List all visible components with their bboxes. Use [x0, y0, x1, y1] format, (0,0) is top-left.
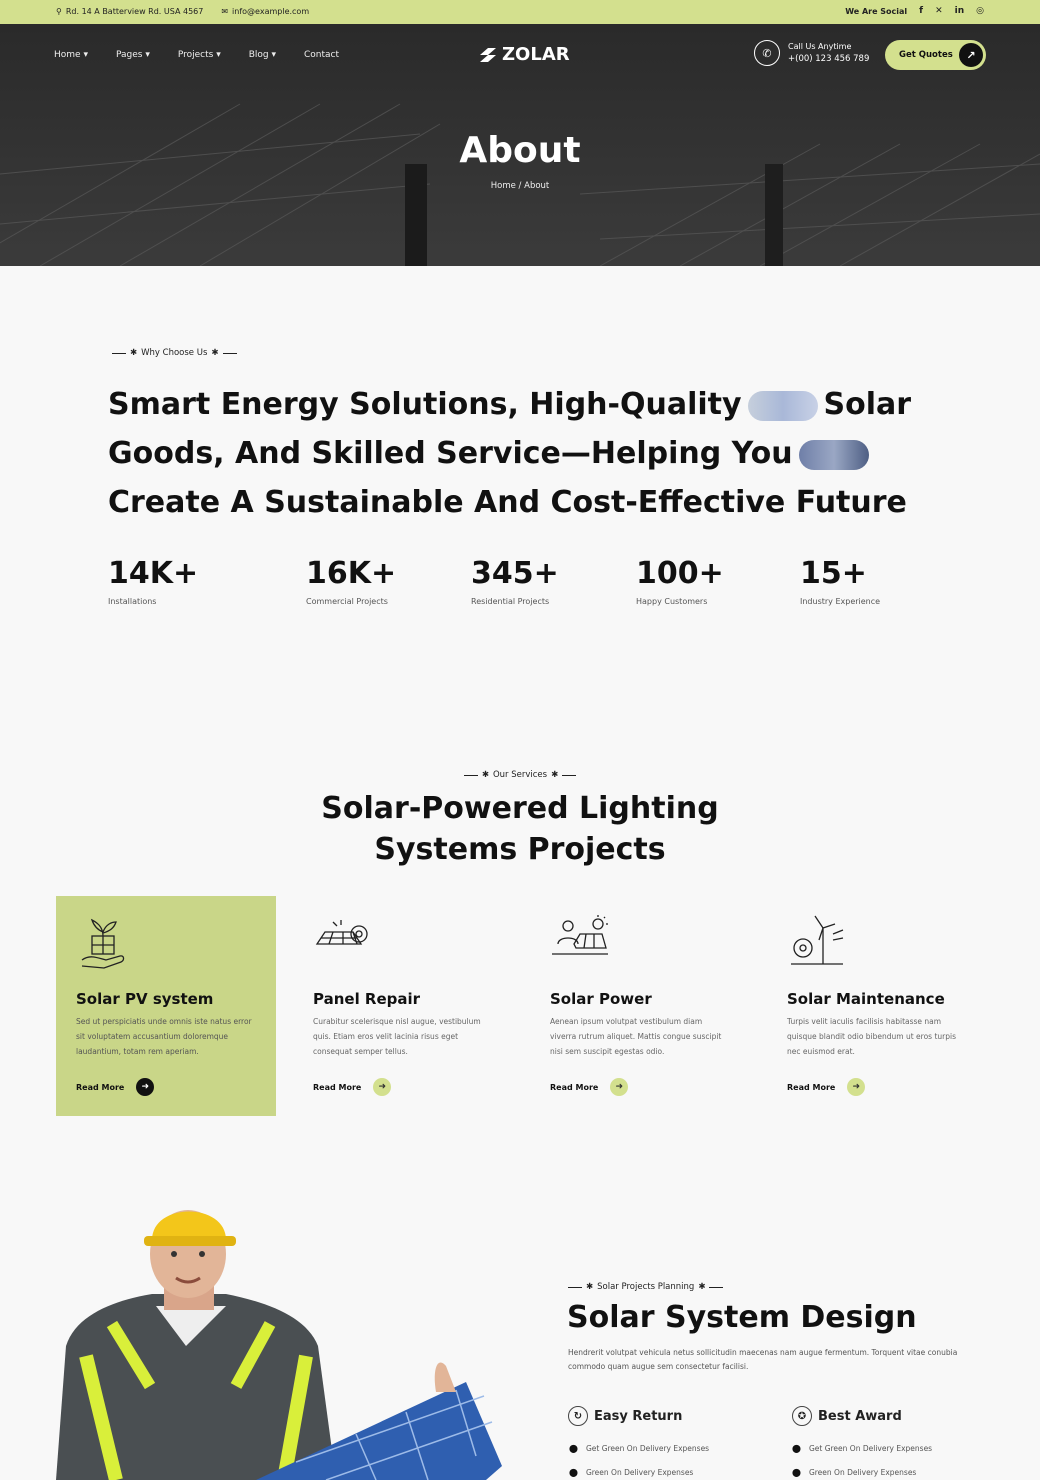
- service-card[interactable]: [767, 896, 987, 1116]
- bullet-icon: ⬤: [792, 1468, 801, 1477]
- panel-repair-icon: [313, 914, 373, 960]
- top-bar: [0, 0, 1040, 24]
- list-item: ⬤ Get Green On Delivery Expenses: [569, 1444, 710, 1453]
- phone-icon: ✆: [754, 40, 780, 66]
- site-logo[interactable]: ZOLAR: [478, 44, 570, 65]
- solar-maintenance-icon: [787, 914, 847, 966]
- read-more-link[interactable]: Read More ➜: [76, 1078, 154, 1096]
- logo-icon: [478, 46, 498, 64]
- stat-item: 14K+ Installations: [108, 556, 199, 606]
- arrow-right-icon: ➜: [610, 1078, 628, 1096]
- nav-contact[interactable]: Contact: [304, 50, 340, 60]
- stat-item: 345+ Residential Projects: [471, 556, 559, 606]
- main-nav: [0, 24, 1040, 88]
- list-item: ⬤ Green On Delivery Expenses: [569, 1468, 694, 1477]
- service-card[interactable]: [56, 896, 276, 1116]
- service-title: Solar PV system: [76, 990, 214, 1008]
- solar-pv-system-icon: [76, 914, 128, 972]
- why-choose-tag: ✱ Why Choose Us ✱: [112, 348, 237, 358]
- call-label: Call Us Anytime: [788, 42, 852, 51]
- location-pin-icon: ⚲: [56, 7, 62, 16]
- read-more-link[interactable]: Read More ➜: [313, 1078, 391, 1096]
- nav-blog[interactable]: Blog ▾: [248, 50, 277, 60]
- stat-item: 15+ Industry Experience: [800, 556, 881, 606]
- nav-projects[interactable]: Projects ▾: [177, 50, 221, 60]
- service-card[interactable]: [530, 896, 750, 1116]
- spark-icon: ✱: [586, 1282, 594, 1292]
- service-title: Solar Maintenance: [787, 990, 945, 1008]
- solar-thumb-image: [748, 391, 818, 421]
- x-icon[interactable]: ✕: [935, 6, 943, 16]
- call-number[interactable]: +(00) 123 456 789: [788, 54, 870, 64]
- service-title: Solar Power: [550, 990, 652, 1008]
- spark-icon: ✱: [211, 348, 219, 358]
- arrow-right-icon: ➜: [847, 1078, 865, 1096]
- service-desc: Turpis velit iaculis facilisis habitasse nam quisque blandit odio bibendum ut eros turpis nec euismod erat.: [787, 1017, 956, 1056]
- panel-thumb-image: [799, 440, 869, 470]
- spark-icon: ✱: [130, 348, 138, 358]
- bullet-icon: ⬤: [569, 1468, 578, 1477]
- service-desc: Curabitur scelerisque nisl augue, vestibulum quis. Etiam eros velit lacinia risus eget consequat semper tellus.: [313, 1017, 481, 1056]
- list-item: ⬤ Green On Delivery Expenses: [792, 1468, 917, 1477]
- feature-easy-return: ↻ Easy Return: [568, 1406, 682, 1426]
- worker-with-solar-panel-image: [56, 1196, 516, 1480]
- breadcrumb: Home / About: [490, 181, 550, 191]
- address-info: ⚲ Rd. 14 A Batterview Rd. USA 4567: [56, 7, 204, 16]
- arrow-right-icon: ➜: [373, 1078, 391, 1096]
- get-quotes-button[interactable]: Get Quotes ↗: [885, 40, 986, 70]
- page-title: About: [459, 130, 581, 171]
- bullet-icon: ⬤: [792, 1444, 801, 1453]
- design-heading: Solar System Design: [567, 1300, 917, 1335]
- arrow-up-right-icon: ↗: [959, 43, 983, 67]
- call-info[interactable]: [754, 40, 869, 66]
- award-icon: ✪: [792, 1406, 812, 1426]
- social-label: We Are Social: [845, 6, 908, 16]
- design-description: Hendrerit volutpat vehicula netus sollicitudin maecenas nam augue fermentum. Torquent vitae conubia commodo quam augue sem consectetur facilisi.: [568, 1348, 958, 1371]
- breadcrumb-current: About: [524, 181, 550, 191]
- facebook-icon[interactable]: f: [919, 6, 924, 16]
- service-desc: Sed ut perspiciatis unde omnis iste natus error sit voluptatem accusantium doloremque laudantium, totam rem aperiam.: [76, 1017, 252, 1056]
- service-card[interactable]: [293, 896, 513, 1116]
- nav-home[interactable]: Home ▾: [54, 50, 88, 60]
- mail-icon: ✉: [221, 7, 229, 16]
- instagram-icon[interactable]: ◎: [976, 6, 984, 16]
- solar-power-icon: [550, 914, 610, 960]
- services-heading: Solar-Powered Lighting Systems Projects: [321, 791, 719, 867]
- read-more-link[interactable]: Read More ➜: [550, 1078, 628, 1096]
- read-more-link[interactable]: Read More ➜: [787, 1078, 865, 1096]
- feature-best-award: ✪ Best Award: [792, 1406, 902, 1426]
- nav-pages[interactable]: Pages ▾: [115, 50, 150, 60]
- list-item: ⬤ Get Green On Delivery Expenses: [792, 1444, 933, 1453]
- why-heading: Smart Energy Solutions, High-Quality Solar Goods, And Skilled Service—Helping YouCreate A Sustainable And Cost-Effective Future: [108, 387, 912, 520]
- stat-item: 16K+ Commercial Projects: [306, 556, 397, 606]
- return-icon: ↻: [568, 1406, 588, 1426]
- hero-banner: [0, 24, 1040, 266]
- email-info[interactable]: ✉ info@example.com: [221, 7, 310, 16]
- service-title: Panel Repair: [313, 990, 421, 1008]
- breadcrumb-home[interactable]: Home: [490, 181, 516, 191]
- spark-icon: ✱: [481, 770, 489, 780]
- spark-icon: ✱: [551, 770, 559, 780]
- spark-icon: ✱: [698, 1282, 706, 1292]
- design-tag: ✱ Solar Projects Planning ✱: [568, 1282, 723, 1292]
- stat-item: 100+ Happy Customers: [636, 556, 724, 606]
- linkedin-icon[interactable]: in: [954, 6, 965, 16]
- services-tag: ✱ Our Services ✱: [0, 770, 1040, 780]
- arrow-right-icon: ➜: [136, 1078, 154, 1096]
- bullet-icon: ⬤: [569, 1444, 578, 1453]
- service-desc: Aenean ipsum volutpat vestibulum diam viverra rutrum aliquet. Mattis congue suscipit nisi sem suscipit egestas odio.: [550, 1017, 722, 1056]
